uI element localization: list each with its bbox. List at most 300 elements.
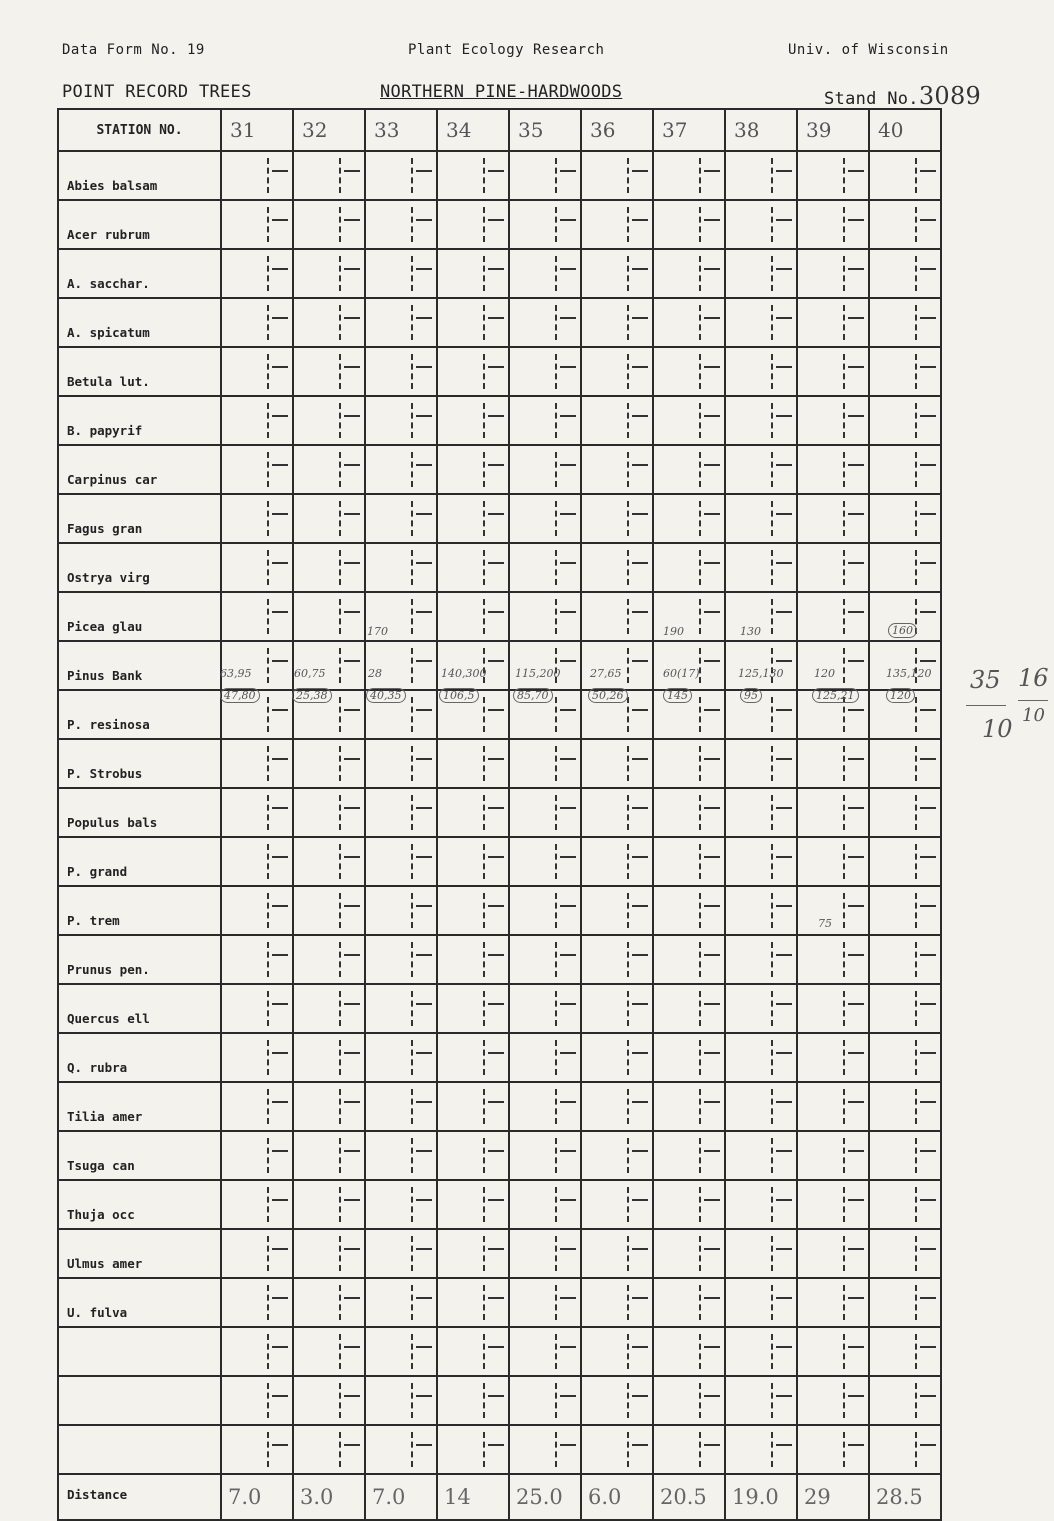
record-cell[interactable] [509, 1229, 581, 1278]
record-cell[interactable] [365, 1082, 437, 1131]
record-cell[interactable] [581, 1033, 653, 1082]
distance-cell[interactable] [869, 1474, 941, 1520]
record-cell[interactable] [869, 494, 941, 543]
record-cell[interactable] [797, 151, 869, 200]
record-cell[interactable] [581, 592, 653, 641]
record-cell[interactable] [437, 1033, 509, 1082]
record-cell[interactable] [581, 200, 653, 249]
record-cell[interactable] [869, 739, 941, 788]
record-cell[interactable] [365, 1131, 437, 1180]
record-cell[interactable] [365, 1376, 437, 1425]
record-cell[interactable] [365, 935, 437, 984]
record-cell[interactable] [437, 1229, 509, 1278]
species-row [58, 1180, 941, 1229]
record-cell[interactable] [437, 886, 509, 935]
record-cell[interactable] [869, 249, 941, 298]
record-cell[interactable] [365, 494, 437, 543]
record-cell[interactable] [365, 788, 437, 837]
record-cell[interactable] [797, 1131, 869, 1180]
record-cell[interactable] [365, 445, 437, 494]
record-cell[interactable] [653, 788, 725, 837]
record-cell[interactable] [869, 641, 941, 690]
distance-value: 20.5 [660, 1485, 707, 1509]
record-cell[interactable] [293, 886, 365, 935]
record-cell[interactable] [437, 200, 509, 249]
record-cell[interactable] [581, 984, 653, 1033]
record-cell[interactable] [293, 1425, 365, 1474]
record-cell[interactable] [509, 641, 581, 690]
record-cell[interactable] [653, 249, 725, 298]
record-cell[interactable] [293, 1082, 365, 1131]
record-cell[interactable] [869, 1278, 941, 1327]
record-cell[interactable] [581, 347, 653, 396]
record-cell[interactable] [509, 788, 581, 837]
record-cell[interactable] [365, 1327, 437, 1376]
record-cell[interactable] [653, 1327, 725, 1376]
record-cell[interactable] [509, 984, 581, 1033]
record-cell[interactable] [725, 347, 797, 396]
record-cell[interactable] [869, 1180, 941, 1229]
record-cell[interactable] [653, 935, 725, 984]
record-cell[interactable] [581, 1082, 653, 1131]
record-cell[interactable] [869, 151, 941, 200]
record-cell[interactable] [437, 739, 509, 788]
record-cell[interactable] [509, 1131, 581, 1180]
record-cell[interactable] [581, 1131, 653, 1180]
record-cell[interactable] [581, 494, 653, 543]
record-cell[interactable] [869, 1131, 941, 1180]
station-number-text: 38 [734, 118, 760, 142]
record-cell[interactable] [509, 249, 581, 298]
record-cell[interactable] [437, 1131, 509, 1180]
strobus-bot-38: 95 [740, 688, 762, 703]
record-cell[interactable] [653, 984, 725, 1033]
record-cell[interactable] [221, 984, 293, 1033]
record-cell[interactable] [869, 1082, 941, 1131]
record-cell[interactable] [797, 641, 869, 690]
record-cell[interactable] [221, 886, 293, 935]
record-cell[interactable] [293, 1327, 365, 1376]
record-cell[interactable] [509, 886, 581, 935]
record-cell[interactable] [581, 1425, 653, 1474]
record-cell[interactable] [869, 1033, 941, 1082]
record-cell[interactable] [293, 1376, 365, 1425]
record-cell[interactable] [797, 1082, 869, 1131]
record-cell[interactable] [293, 1229, 365, 1278]
record-cell[interactable] [653, 739, 725, 788]
record-cell[interactable] [293, 592, 365, 641]
record-cell[interactable] [797, 1425, 869, 1474]
record-cell[interactable] [725, 788, 797, 837]
record-cell[interactable] [365, 298, 437, 347]
species-name: A. spicatum [58, 298, 221, 347]
record-cell[interactable] [725, 886, 797, 935]
record-cell[interactable] [869, 837, 941, 886]
record-cell[interactable] [509, 347, 581, 396]
record-cell[interactable] [437, 1180, 509, 1229]
record-cell[interactable] [221, 494, 293, 543]
record-cell[interactable] [293, 1180, 365, 1229]
record-cell[interactable] [365, 1033, 437, 1082]
record-cell[interactable] [293, 1278, 365, 1327]
record-cell[interactable] [293, 347, 365, 396]
record-cell[interactable] [365, 200, 437, 249]
record-cell[interactable] [725, 1033, 797, 1082]
record-cell[interactable] [437, 543, 509, 592]
record-cell[interactable] [725, 641, 797, 690]
species-row [58, 200, 941, 249]
record-cell[interactable] [365, 1180, 437, 1229]
record-cell[interactable] [797, 592, 869, 641]
record-cell[interactable] [509, 200, 581, 249]
record-cell[interactable] [653, 543, 725, 592]
distance-cell[interactable] [365, 1474, 437, 1520]
record-cell[interactable] [293, 298, 365, 347]
record-cell[interactable] [437, 396, 509, 445]
strobus-bot-35: 85,70 [513, 688, 553, 703]
record-cell[interactable] [437, 1425, 509, 1474]
record-cell[interactable] [797, 1278, 869, 1327]
record-cell[interactable] [797, 1180, 869, 1229]
record-cell[interactable] [581, 298, 653, 347]
record-cell[interactable] [437, 788, 509, 837]
record-cell[interactable] [653, 1082, 725, 1131]
record-cell[interactable] [293, 249, 365, 298]
record-cell[interactable] [869, 1376, 941, 1425]
record-cell[interactable] [437, 445, 509, 494]
species-row [58, 935, 941, 984]
distance-cell[interactable] [437, 1474, 509, 1520]
record-cell[interactable] [869, 886, 941, 935]
record-cell[interactable] [581, 739, 653, 788]
record-cell[interactable] [869, 1425, 941, 1474]
record-cell[interactable] [725, 151, 797, 200]
record-cell[interactable] [509, 592, 581, 641]
species-name: Acer rubrum [58, 200, 221, 249]
record-cell[interactable] [509, 1033, 581, 1082]
record-cell[interactable] [653, 200, 725, 249]
record-cell[interactable] [653, 396, 725, 445]
record-cell[interactable] [293, 151, 365, 200]
record-cell[interactable] [509, 1425, 581, 1474]
strobus-bot-36: 50,26 [588, 688, 628, 703]
record-cell[interactable] [221, 1229, 293, 1278]
record-cell[interactable] [797, 1327, 869, 1376]
record-cell[interactable] [437, 347, 509, 396]
record-cell[interactable] [797, 1033, 869, 1082]
record-cell[interactable] [581, 886, 653, 935]
record-cell[interactable] [437, 592, 509, 641]
record-cell[interactable] [437, 151, 509, 200]
record-cell[interactable] [797, 249, 869, 298]
record-cell[interactable] [869, 298, 941, 347]
record-cell[interactable] [581, 1327, 653, 1376]
distance-cell[interactable] [581, 1474, 653, 1520]
record-cell[interactable] [221, 200, 293, 249]
record-cell[interactable] [725, 249, 797, 298]
record-cell[interactable] [437, 1376, 509, 1425]
record-cell[interactable] [221, 151, 293, 200]
record-cell[interactable] [365, 837, 437, 886]
record-cell[interactable] [221, 641, 293, 690]
record-cell[interactable] [797, 494, 869, 543]
species-name: A. sacchar. [58, 249, 221, 298]
record-cell[interactable] [221, 396, 293, 445]
record-cell[interactable] [653, 1425, 725, 1474]
record-cell[interactable] [509, 1082, 581, 1131]
record-cell[interactable] [581, 641, 653, 690]
record-cell[interactable] [437, 984, 509, 1033]
record-cell[interactable] [437, 935, 509, 984]
record-cell[interactable] [221, 1425, 293, 1474]
record-cell[interactable] [221, 1033, 293, 1082]
record-cell[interactable] [221, 1180, 293, 1229]
record-cell[interactable] [869, 200, 941, 249]
record-cell[interactable] [509, 445, 581, 494]
record-cell[interactable] [221, 543, 293, 592]
record-cell[interactable] [509, 396, 581, 445]
species-row [58, 690, 941, 739]
distance-cell[interactable] [293, 1474, 365, 1520]
form-subtitle: NORTHERN PINE-HARDWOODS [380, 82, 623, 102]
species-name: P. trem [58, 886, 221, 935]
record-cell[interactable] [437, 1327, 509, 1376]
station-number-text: 31 [230, 118, 256, 142]
record-cell[interactable] [509, 935, 581, 984]
record-cell[interactable] [581, 543, 653, 592]
record-cell[interactable] [869, 788, 941, 837]
record-cell[interactable] [797, 396, 869, 445]
record-cell[interactable] [437, 298, 509, 347]
record-cell[interactable] [725, 739, 797, 788]
record-cell[interactable] [581, 249, 653, 298]
record-cell[interactable] [365, 1278, 437, 1327]
record-cell[interactable] [221, 935, 293, 984]
record-cell[interactable] [725, 200, 797, 249]
record-cell[interactable] [221, 298, 293, 347]
record-cell[interactable] [725, 1376, 797, 1425]
record-cell[interactable] [509, 739, 581, 788]
record-cell[interactable] [509, 298, 581, 347]
record-cell[interactable] [725, 298, 797, 347]
record-cell[interactable] [437, 641, 509, 690]
record-cell[interactable] [221, 1278, 293, 1327]
record-cell[interactable] [653, 1229, 725, 1278]
record-cell[interactable] [653, 886, 725, 935]
record-cell[interactable] [725, 445, 797, 494]
record-cell[interactable] [221, 1131, 293, 1180]
record-cell[interactable] [509, 1180, 581, 1229]
record-cell[interactable] [221, 347, 293, 396]
distance-value: 29 [804, 1485, 831, 1509]
distance-cell[interactable] [653, 1474, 725, 1520]
stand-label-text: Stand No. [824, 89, 919, 109]
record-cell[interactable] [653, 1376, 725, 1425]
record-cell[interactable] [653, 837, 725, 886]
record-cell[interactable] [581, 396, 653, 445]
record-cell[interactable] [725, 1082, 797, 1131]
record-cell[interactable] [797, 837, 869, 886]
record-cell[interactable] [725, 1180, 797, 1229]
record-cell[interactable] [221, 445, 293, 494]
record-cell[interactable] [221, 1376, 293, 1425]
record-cell[interactable] [293, 837, 365, 886]
record-cell[interactable] [365, 1425, 437, 1474]
record-cell[interactable] [653, 445, 725, 494]
record-cell[interactable] [725, 935, 797, 984]
distance-cell[interactable] [221, 1474, 293, 1520]
record-cell[interactable] [725, 1278, 797, 1327]
record-cell[interactable] [581, 1229, 653, 1278]
species-name: Quercus ell [58, 984, 221, 1033]
record-cell[interactable] [581, 1376, 653, 1425]
record-cell[interactable] [221, 739, 293, 788]
record-cell[interactable] [293, 984, 365, 1033]
record-cell[interactable] [365, 347, 437, 396]
record-cell[interactable] [221, 837, 293, 886]
record-cell[interactable] [869, 1327, 941, 1376]
record-cell[interactable] [509, 837, 581, 886]
record-cell[interactable] [797, 788, 869, 837]
record-cell[interactable] [725, 1327, 797, 1376]
record-cell[interactable] [365, 151, 437, 200]
record-cell[interactable] [725, 494, 797, 543]
university: Univ. of Wisconsin [788, 42, 949, 58]
record-cell[interactable] [725, 1425, 797, 1474]
record-cell[interactable] [581, 1180, 653, 1229]
species-row [58, 1033, 941, 1082]
record-cell[interactable] [581, 788, 653, 837]
record-cell[interactable] [509, 543, 581, 592]
record-cell[interactable] [365, 249, 437, 298]
record-cell[interactable] [653, 1180, 725, 1229]
record-cell[interactable] [221, 592, 293, 641]
record-cell[interactable] [581, 935, 653, 984]
record-cell[interactable] [797, 1376, 869, 1425]
record-cell[interactable] [365, 641, 437, 690]
species-name: Ostrya virg [58, 543, 221, 592]
record-cell[interactable] [221, 1082, 293, 1131]
record-cell[interactable] [365, 984, 437, 1033]
record-cell[interactable] [293, 396, 365, 445]
record-cell[interactable] [869, 1229, 941, 1278]
record-cell[interactable] [365, 543, 437, 592]
record-cell[interactable] [221, 788, 293, 837]
record-cell[interactable] [437, 494, 509, 543]
record-cell[interactable] [869, 984, 941, 1033]
record-cell[interactable] [869, 396, 941, 445]
record-cell[interactable] [797, 935, 869, 984]
record-cell[interactable] [725, 1229, 797, 1278]
distance-cell[interactable] [797, 1474, 869, 1520]
station-number [365, 109, 437, 151]
record-cell[interactable] [869, 347, 941, 396]
record-cell[interactable] [581, 1278, 653, 1327]
record-cell[interactable] [797, 543, 869, 592]
record-cell[interactable] [797, 298, 869, 347]
record-cell[interactable] [293, 543, 365, 592]
record-cell[interactable] [869, 935, 941, 984]
record-cell[interactable] [797, 1229, 869, 1278]
record-cell[interactable] [581, 837, 653, 886]
record-cell[interactable] [293, 445, 365, 494]
record-cell[interactable] [725, 837, 797, 886]
record-cell[interactable] [437, 1278, 509, 1327]
record-cell[interactable] [797, 347, 869, 396]
species-name: Picea glau [58, 592, 221, 641]
record-cell[interactable] [653, 1131, 725, 1180]
record-cell[interactable] [437, 1082, 509, 1131]
record-cell[interactable] [365, 886, 437, 935]
record-cell[interactable] [509, 151, 581, 200]
species-name: U. fulva [58, 1278, 221, 1327]
record-cell[interactable] [293, 739, 365, 788]
record-cell[interactable] [797, 445, 869, 494]
record-cell[interactable] [509, 1376, 581, 1425]
record-cell[interactable] [725, 984, 797, 1033]
distance-value: 7.0 [228, 1485, 262, 1509]
distance-cell[interactable] [725, 1474, 797, 1520]
species-name: Betula lut. [58, 347, 221, 396]
record-cell[interactable] [725, 396, 797, 445]
record-cell[interactable] [653, 1278, 725, 1327]
record-cell[interactable] [221, 249, 293, 298]
record-cell[interactable] [293, 641, 365, 690]
record-cell[interactable] [221, 1327, 293, 1376]
record-cell[interactable] [293, 1131, 365, 1180]
record-cell[interactable] [653, 298, 725, 347]
record-cell[interactable] [869, 445, 941, 494]
record-cell[interactable] [797, 984, 869, 1033]
record-cell[interactable] [581, 445, 653, 494]
record-cell[interactable] [653, 494, 725, 543]
record-cell[interactable] [653, 347, 725, 396]
record-cell[interactable] [869, 543, 941, 592]
record-cell[interactable] [293, 935, 365, 984]
strobus-top-40: 135,120 [886, 667, 932, 680]
record-cell[interactable] [725, 1131, 797, 1180]
record-cell[interactable] [293, 788, 365, 837]
record-cell[interactable] [581, 151, 653, 200]
record-cell[interactable] [293, 1033, 365, 1082]
station-number-text: 33 [374, 118, 400, 142]
record-cell[interactable] [653, 641, 725, 690]
strobus-top-33: 28 [368, 667, 382, 680]
record-cell[interactable] [797, 739, 869, 788]
record-cell[interactable] [725, 592, 797, 641]
record-cell[interactable] [653, 1033, 725, 1082]
record-cell[interactable] [365, 739, 437, 788]
species-row [58, 249, 941, 298]
distance-cell[interactable] [509, 1474, 581, 1520]
record-cell[interactable] [509, 1278, 581, 1327]
record-cell[interactable] [293, 200, 365, 249]
record-cell[interactable] [437, 249, 509, 298]
record-cell[interactable] [509, 1327, 581, 1376]
record-cell[interactable] [293, 494, 365, 543]
record-cell[interactable] [725, 543, 797, 592]
record-cell[interactable] [437, 837, 509, 886]
record-cell[interactable] [365, 396, 437, 445]
record-cell[interactable] [653, 151, 725, 200]
record-cell[interactable] [797, 200, 869, 249]
record-cell[interactable] [797, 886, 869, 935]
station-number-text: 35 [518, 118, 544, 142]
species-name: Tilia amer [58, 1082, 221, 1131]
species-name: B. papyrif [58, 396, 221, 445]
record-cell[interactable] [365, 1229, 437, 1278]
record-cell[interactable] [509, 494, 581, 543]
